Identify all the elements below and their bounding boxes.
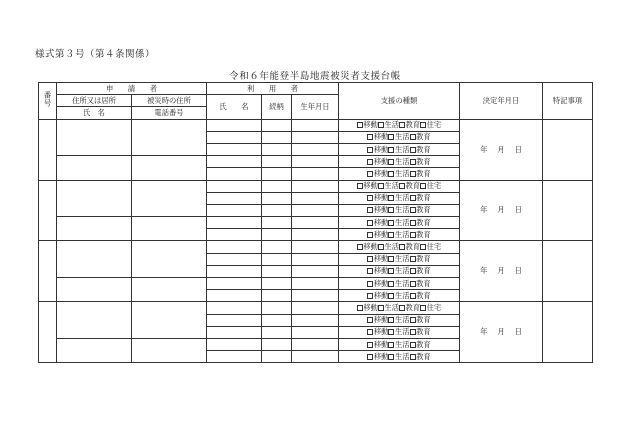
support-option-label: 教育 bbox=[405, 302, 421, 312]
user-name-cell[interactable] bbox=[207, 217, 262, 229]
checkbox-icon[interactable] bbox=[410, 317, 416, 323]
support-type-header: 支援の種類 bbox=[339, 83, 460, 120]
birthdate-cell[interactable] bbox=[292, 314, 339, 326]
disaster-address-cell[interactable] bbox=[132, 278, 207, 302]
checkbox-icon[interactable] bbox=[388, 147, 394, 153]
checkbox-icon[interactable] bbox=[367, 134, 373, 140]
support-option-label: 生活 bbox=[384, 302, 400, 312]
day-label: 日 bbox=[514, 144, 522, 154]
relationship-cell[interactable] bbox=[262, 119, 292, 131]
support-option-label: 教育 bbox=[416, 229, 431, 239]
disaster-address-cell[interactable] bbox=[132, 217, 207, 241]
notes-cell[interactable] bbox=[543, 180, 593, 241]
support-type-cell[interactable] bbox=[339, 131, 460, 143]
user-name-cell[interactable] bbox=[207, 119, 262, 131]
birthdate-cell[interactable] bbox=[292, 241, 339, 253]
day-label: 日 bbox=[514, 327, 522, 337]
checkbox-icon[interactable] bbox=[388, 134, 394, 140]
checkbox-icon[interactable] bbox=[420, 305, 426, 311]
birthdate-cell[interactable] bbox=[292, 119, 339, 131]
support-option-label: 教育 bbox=[416, 168, 431, 178]
disaster-address-header: 被災時の住所 bbox=[132, 95, 207, 107]
form-number: 様式第３号（第４条関係） bbox=[35, 49, 156, 60]
checkbox-icon[interactable] bbox=[367, 207, 373, 213]
support-option-label: 教育 bbox=[416, 315, 431, 325]
support-option-label: 生活 bbox=[384, 120, 400, 130]
checkbox-icon[interactable] bbox=[367, 342, 373, 348]
number-cell[interactable] bbox=[39, 180, 57, 241]
user-name-cell[interactable] bbox=[207, 229, 262, 241]
number-header: 番号 bbox=[39, 83, 57, 120]
support-type-cell[interactable] bbox=[339, 290, 460, 302]
birthdate-cell[interactable] bbox=[292, 131, 339, 143]
support-type-cell[interactable] bbox=[339, 180, 460, 192]
applicant-name-header: 氏 名 bbox=[57, 107, 132, 119]
checkbox-icon[interactable] bbox=[367, 195, 373, 201]
decision-date-cell[interactable] bbox=[460, 302, 543, 363]
document-title: 令和６年能登半島地震被災者支援台帳 bbox=[229, 71, 401, 82]
phone-header: 電話番号 bbox=[132, 107, 207, 119]
checkbox-icon[interactable] bbox=[388, 268, 394, 274]
checkbox-icon[interactable] bbox=[367, 354, 373, 360]
birthdate-cell[interactable] bbox=[292, 156, 339, 168]
address-header: 住所又は居所 bbox=[57, 95, 132, 107]
user-name-header: 氏 名 bbox=[207, 95, 262, 119]
support-type-cell[interactable] bbox=[339, 119, 460, 131]
relationship-cell[interactable] bbox=[262, 314, 292, 326]
support-option-label: 教育 bbox=[416, 339, 431, 349]
checkbox-icon[interactable] bbox=[420, 122, 426, 128]
relationship-cell[interactable] bbox=[262, 351, 292, 363]
support-option-label: 住宅 bbox=[426, 181, 442, 191]
support-register-table bbox=[38, 82, 593, 363]
user-name-cell[interactable] bbox=[207, 156, 262, 168]
support-option-label: 移動 bbox=[373, 278, 389, 288]
support-option-label: 生活 bbox=[394, 168, 410, 178]
support-option-label: 生活 bbox=[394, 266, 410, 276]
support-type-cell[interactable] bbox=[339, 265, 460, 277]
support-option-label: 移動 bbox=[363, 181, 378, 191]
support-option-label: 住宅 bbox=[426, 120, 442, 130]
notes-cell[interactable] bbox=[543, 241, 593, 302]
support-option-label: 生活 bbox=[394, 205, 410, 215]
user-name-cell[interactable] bbox=[207, 131, 262, 143]
user-name-cell[interactable] bbox=[207, 143, 262, 155]
support-option-label: 生活 bbox=[394, 327, 410, 337]
user-name-cell[interactable] bbox=[207, 302, 262, 314]
user-name-cell[interactable] bbox=[207, 204, 262, 216]
support-type-cell[interactable] bbox=[339, 204, 460, 216]
support-type-cell[interactable] bbox=[339, 241, 460, 253]
checkbox-icon[interactable] bbox=[367, 329, 373, 335]
user-name-cell[interactable] bbox=[207, 253, 262, 265]
support-option-label: 生活 bbox=[394, 156, 410, 166]
applicant-address-cell[interactable] bbox=[57, 302, 132, 339]
table-row bbox=[39, 302, 593, 314]
support-option-label: 移動 bbox=[373, 193, 389, 203]
checkbox-icon[interactable] bbox=[410, 329, 416, 335]
support-type-cell[interactable] bbox=[339, 351, 460, 363]
support-option-label: 生活 bbox=[394, 193, 410, 203]
support-type-cell[interactable] bbox=[339, 143, 460, 155]
support-option-label: 教育 bbox=[405, 181, 421, 191]
user-name-cell[interactable] bbox=[207, 351, 262, 363]
disaster-address-cell[interactable] bbox=[132, 180, 207, 217]
support-option-label: 教育 bbox=[416, 290, 431, 300]
checkbox-icon[interactable] bbox=[388, 317, 394, 323]
checkbox-icon[interactable] bbox=[367, 317, 373, 323]
checkbox-icon[interactable] bbox=[410, 342, 416, 348]
checkbox-icon[interactable] bbox=[420, 183, 426, 189]
support-option-label: 生活 bbox=[394, 351, 410, 361]
support-option-label: 移動 bbox=[373, 205, 389, 215]
checkbox-icon[interactable] bbox=[399, 183, 405, 189]
birthdate-cell[interactable] bbox=[292, 204, 339, 216]
table-row bbox=[39, 241, 593, 253]
user-name-cell[interactable] bbox=[207, 278, 262, 290]
support-type-cell[interactable] bbox=[339, 302, 460, 314]
relationship-cell[interactable] bbox=[262, 180, 292, 192]
checkbox-icon[interactable] bbox=[410, 134, 416, 140]
support-option-label: 移動 bbox=[373, 290, 389, 300]
checkbox-icon[interactable] bbox=[410, 220, 416, 226]
checkbox-icon[interactable] bbox=[388, 293, 394, 299]
support-option-label: 移動 bbox=[363, 120, 378, 130]
checkbox-icon[interactable] bbox=[388, 256, 394, 262]
support-option-label: 教育 bbox=[416, 327, 431, 337]
support-option-label: 移動 bbox=[373, 339, 389, 349]
disaster-address-cell[interactable] bbox=[132, 156, 207, 180]
birthdate-header: 生年月日 bbox=[292, 95, 339, 119]
support-option-label: 移動 bbox=[373, 266, 389, 276]
checkbox-icon[interactable] bbox=[388, 342, 394, 348]
checkbox-icon[interactable] bbox=[367, 159, 373, 165]
relationship-cell[interactable] bbox=[262, 217, 292, 229]
support-type-cell[interactable] bbox=[339, 278, 460, 290]
day-label: 日 bbox=[514, 205, 522, 215]
support-option-label: 移動 bbox=[373, 254, 389, 264]
relationship-cell[interactable] bbox=[262, 265, 292, 277]
year-label: 年 bbox=[480, 266, 488, 276]
relationship-cell[interactable] bbox=[262, 143, 292, 155]
support-option-label: 教育 bbox=[416, 144, 431, 154]
month-label: 月 bbox=[497, 327, 505, 337]
birthdate-cell[interactable] bbox=[292, 351, 339, 363]
support-type-cell[interactable] bbox=[339, 168, 460, 180]
checkbox-icon[interactable] bbox=[388, 329, 394, 335]
support-type-cell[interactable] bbox=[339, 229, 460, 241]
user-name-cell[interactable] bbox=[207, 338, 262, 350]
year-label: 年 bbox=[480, 205, 488, 215]
relationship-cell[interactable] bbox=[262, 168, 292, 180]
year-label: 年 bbox=[480, 327, 488, 337]
checkbox-icon[interactable] bbox=[399, 244, 405, 250]
checkbox-icon[interactable] bbox=[410, 171, 416, 177]
birthdate-cell[interactable] bbox=[292, 278, 339, 290]
checkbox-icon[interactable] bbox=[367, 220, 373, 226]
support-option-label: 生活 bbox=[394, 290, 410, 300]
relationship-cell[interactable] bbox=[262, 278, 292, 290]
support-option-label: 生活 bbox=[394, 278, 410, 288]
decision-date-header: 決定年月日 bbox=[460, 83, 543, 120]
support-option-label: 教育 bbox=[416, 205, 431, 215]
support-option-label: 教育 bbox=[405, 242, 421, 252]
disaster-address-cell[interactable] bbox=[132, 338, 207, 362]
relationship-header: 続柄 bbox=[262, 95, 292, 119]
support-type-cell[interactable] bbox=[339, 338, 460, 350]
applicant-address-cell[interactable] bbox=[57, 217, 132, 241]
user-header: 利 用 者 bbox=[207, 83, 339, 95]
support-option-label: 生活 bbox=[394, 144, 410, 154]
birthdate-cell[interactable] bbox=[292, 338, 339, 350]
checkbox-icon[interactable] bbox=[410, 195, 416, 201]
month-label: 月 bbox=[497, 266, 505, 276]
decision-date-cell[interactable] bbox=[460, 241, 543, 302]
user-name-cell[interactable] bbox=[207, 314, 262, 326]
checkbox-icon[interactable] bbox=[410, 232, 416, 238]
checkbox-icon[interactable] bbox=[367, 293, 373, 299]
checkbox-icon[interactable] bbox=[388, 354, 394, 360]
support-option-label: 移動 bbox=[373, 217, 389, 227]
number-cell[interactable] bbox=[39, 302, 57, 363]
year-label: 年 bbox=[480, 144, 488, 154]
support-option-label: 教育 bbox=[416, 351, 431, 361]
support-option-label: 移動 bbox=[373, 132, 389, 142]
support-option-label: 生活 bbox=[394, 132, 410, 142]
checkbox-icon[interactable] bbox=[410, 256, 416, 262]
support-option-label: 移動 bbox=[373, 351, 389, 361]
relationship-cell[interactable] bbox=[262, 241, 292, 253]
notes-cell[interactable] bbox=[543, 302, 593, 363]
checkbox-icon[interactable] bbox=[410, 159, 416, 165]
applicant-header: 申 請 者 bbox=[57, 83, 207, 95]
relationship-cell[interactable] bbox=[262, 253, 292, 265]
support-type-cell[interactable] bbox=[339, 326, 460, 338]
support-option-label: 住宅 bbox=[426, 302, 442, 312]
checkbox-icon[interactable] bbox=[388, 195, 394, 201]
relationship-cell[interactable] bbox=[262, 326, 292, 338]
birthdate-cell[interactable] bbox=[292, 168, 339, 180]
disaster-address-cell[interactable] bbox=[132, 302, 207, 339]
applicant-address-cell[interactable] bbox=[57, 119, 132, 156]
user-name-cell[interactable] bbox=[207, 265, 262, 277]
notes-cell[interactable] bbox=[543, 119, 593, 180]
relationship-cell[interactable] bbox=[262, 338, 292, 350]
support-option-label: 生活 bbox=[384, 181, 400, 191]
support-option-label: 教育 bbox=[405, 120, 421, 130]
relationship-cell[interactable] bbox=[262, 131, 292, 143]
table-header bbox=[39, 83, 593, 120]
checkbox-icon[interactable] bbox=[388, 220, 394, 226]
support-option-label: 教育 bbox=[416, 278, 431, 288]
applicant-address-cell[interactable] bbox=[57, 241, 132, 278]
birthdate-cell[interactable] bbox=[292, 192, 339, 204]
table-body bbox=[39, 119, 593, 363]
table-row bbox=[39, 119, 593, 131]
support-type-cell[interactable] bbox=[339, 156, 460, 168]
relationship-cell[interactable] bbox=[262, 156, 292, 168]
support-option-label: 移動 bbox=[373, 315, 389, 325]
birthdate-cell[interactable] bbox=[292, 265, 339, 277]
support-option-label: 住宅 bbox=[426, 242, 442, 252]
checkbox-icon[interactable] bbox=[357, 183, 363, 189]
checkbox-icon[interactable] bbox=[410, 207, 416, 213]
support-option-label: 生活 bbox=[394, 217, 410, 227]
support-type-cell[interactable] bbox=[339, 217, 460, 229]
checkbox-icon[interactable] bbox=[388, 207, 394, 213]
support-option-label: 移動 bbox=[373, 144, 389, 154]
user-name-cell[interactable] bbox=[207, 290, 262, 302]
support-option-label: 教育 bbox=[416, 193, 431, 203]
checkbox-icon[interactable] bbox=[367, 256, 373, 262]
disaster-address-cell[interactable] bbox=[132, 119, 207, 156]
support-option-label: 教育 bbox=[416, 156, 431, 166]
support-option-label: 移動 bbox=[373, 327, 389, 337]
checkbox-icon[interactable] bbox=[388, 232, 394, 238]
support-option-label: 生活 bbox=[384, 242, 400, 252]
support-option-label: 生活 bbox=[394, 339, 410, 349]
birthdate-cell[interactable] bbox=[292, 326, 339, 338]
table-row bbox=[39, 180, 593, 192]
relationship-cell[interactable] bbox=[262, 290, 292, 302]
support-option-label: 移動 bbox=[373, 156, 389, 166]
day-label: 日 bbox=[514, 266, 522, 276]
birthdate-cell[interactable] bbox=[292, 143, 339, 155]
notes-header: 特記事項 bbox=[543, 83, 593, 120]
user-name-cell[interactable] bbox=[207, 192, 262, 204]
checkbox-icon[interactable] bbox=[367, 281, 373, 287]
checkbox-icon[interactable] bbox=[388, 171, 394, 177]
support-option-label: 教育 bbox=[416, 132, 431, 142]
checkbox-icon[interactable] bbox=[410, 147, 416, 153]
number-cell[interactable] bbox=[39, 119, 57, 180]
user-name-cell[interactable] bbox=[207, 168, 262, 180]
checkbox-icon[interactable] bbox=[399, 122, 405, 128]
checkbox-icon[interactable] bbox=[399, 305, 405, 311]
support-option-label: 移動 bbox=[373, 229, 389, 239]
checkbox-icon[interactable] bbox=[357, 244, 363, 250]
relationship-cell[interactable] bbox=[262, 302, 292, 314]
support-type-cell[interactable] bbox=[339, 192, 460, 204]
support-option-label: 移動 bbox=[373, 168, 389, 178]
decision-date-cell[interactable] bbox=[460, 180, 543, 241]
checkbox-icon[interactable] bbox=[410, 293, 416, 299]
support-option-label: 生活 bbox=[394, 315, 410, 325]
birthdate-cell[interactable] bbox=[292, 180, 339, 192]
relationship-cell[interactable] bbox=[262, 229, 292, 241]
number-cell[interactable] bbox=[39, 241, 57, 302]
support-option-label: 移動 bbox=[363, 242, 378, 252]
checkbox-icon[interactable] bbox=[410, 281, 416, 287]
relationship-cell[interactable] bbox=[262, 192, 292, 204]
checkbox-icon[interactable] bbox=[388, 159, 394, 165]
birthdate-cell[interactable] bbox=[292, 253, 339, 265]
relationship-cell[interactable] bbox=[262, 204, 292, 216]
support-option-label: 教育 bbox=[416, 217, 431, 227]
user-name-cell[interactable] bbox=[207, 326, 262, 338]
birthdate-cell[interactable] bbox=[292, 290, 339, 302]
disaster-address-cell[interactable] bbox=[132, 241, 207, 278]
user-name-cell[interactable] bbox=[207, 180, 262, 192]
checkbox-icon[interactable] bbox=[367, 232, 373, 238]
support-option-label: 教育 bbox=[416, 254, 431, 264]
user-name-cell[interactable] bbox=[207, 241, 262, 253]
checkbox-icon[interactable] bbox=[357, 122, 363, 128]
support-option-label: 教育 bbox=[416, 266, 431, 276]
birthdate-cell[interactable] bbox=[292, 229, 339, 241]
checkbox-icon[interactable] bbox=[367, 268, 373, 274]
birthdate-cell[interactable] bbox=[292, 217, 339, 229]
support-option-label: 生活 bbox=[394, 229, 410, 239]
checkbox-icon[interactable] bbox=[367, 171, 373, 177]
applicant-address-cell[interactable] bbox=[57, 156, 132, 180]
applicant-address-cell[interactable] bbox=[57, 278, 132, 302]
support-type-cell[interactable] bbox=[339, 314, 460, 326]
checkbox-icon[interactable] bbox=[420, 244, 426, 250]
checkbox-icon[interactable] bbox=[410, 354, 416, 360]
checkbox-icon[interactable] bbox=[388, 281, 394, 287]
checkbox-icon[interactable] bbox=[410, 268, 416, 274]
support-option-label: 生活 bbox=[394, 254, 410, 264]
applicant-address-cell[interactable] bbox=[57, 180, 132, 217]
month-label: 月 bbox=[497, 144, 505, 154]
month-label: 月 bbox=[497, 205, 505, 215]
applicant-address-cell[interactable] bbox=[57, 338, 132, 362]
support-option-label: 移動 bbox=[363, 302, 378, 312]
support-type-cell[interactable] bbox=[339, 253, 460, 265]
checkbox-icon[interactable] bbox=[357, 305, 363, 311]
checkbox-icon[interactable] bbox=[367, 147, 373, 153]
birthdate-cell[interactable] bbox=[292, 302, 339, 314]
decision-date-cell[interactable] bbox=[460, 119, 543, 180]
